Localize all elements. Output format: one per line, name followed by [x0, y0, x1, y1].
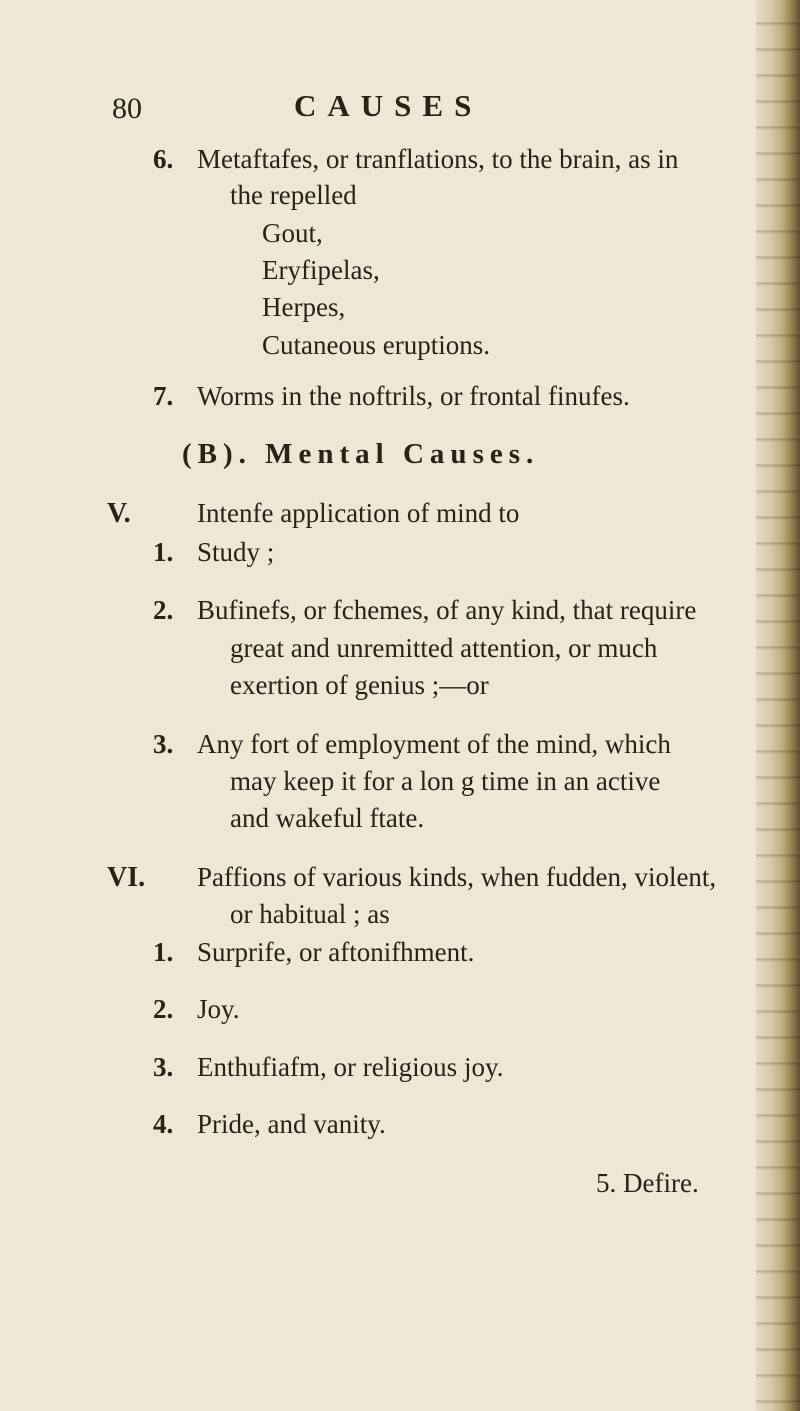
item-6-number: 6. [153, 144, 174, 174]
section-v-text: Intenfe application of mind to [197, 498, 520, 528]
item-6-erysipelas: Eryfipelas, [262, 255, 380, 285]
section-vi-line2: or habitual ; as [230, 899, 390, 929]
item-v1-text: Study ; [197, 537, 275, 567]
item-vi2-number: 2. [153, 994, 174, 1024]
item-v3-line3: and wakeful ftate. [230, 803, 425, 833]
item-7-text: Worms in the noftrils, or frontal finufes. [197, 381, 630, 411]
item-v3-line2: may keep it for a lon g time in an active [230, 766, 661, 796]
running-title: CAUSES [294, 88, 483, 123]
item-vi3-text: Enthufiafm, or religious joy. [197, 1052, 504, 1082]
item-v3-text: Any fort of employment of the mind, which [197, 729, 671, 759]
section-vi-text: Paffions of various kinds, when fudden, violent, [197, 862, 717, 892]
item-6-gout: Gout, [262, 218, 323, 248]
item-6-cutaneous: Cutaneous eruptions. [262, 330, 490, 360]
item-7-number: 7. [153, 381, 174, 411]
item-v2-text: Bufinefs, or fchemes, of any kind, that require [197, 595, 697, 625]
section-v-number: V. [107, 498, 131, 529]
catchword: 5. Defire. [596, 1168, 699, 1198]
item-v3-number: 3. [153, 729, 174, 759]
item-vi4-number: 4. [153, 1109, 174, 1139]
item-vi4-text: Pride, and vanity. [197, 1109, 386, 1139]
section-vi-number: VI. [107, 862, 146, 893]
section-heading-mental-causes: (B). Mental Causes. [182, 438, 540, 470]
item-6-herpes: Herpes, [262, 292, 346, 322]
item-vi3-number: 3. [153, 1052, 174, 1082]
item-vi1-number: 1. [153, 937, 174, 967]
item-6-continuation: the repelled [230, 180, 357, 210]
item-v2-number: 2. [153, 595, 174, 625]
page-number: 80 [112, 92, 142, 125]
page-edge-texture [756, 0, 800, 1411]
item-v2-line3: exertion of genius ;—or [230, 670, 489, 700]
item-v2-line2: great and unremitted attention, or much [230, 633, 658, 663]
item-vi1-text: Surprife, or aftonifhment. [197, 937, 475, 967]
item-v1-number: 1. [153, 537, 174, 567]
item-6-text: Metaftafes, or tranflations, to the brain, as in [197, 144, 679, 174]
item-vi2-text: Joy. [197, 994, 240, 1024]
